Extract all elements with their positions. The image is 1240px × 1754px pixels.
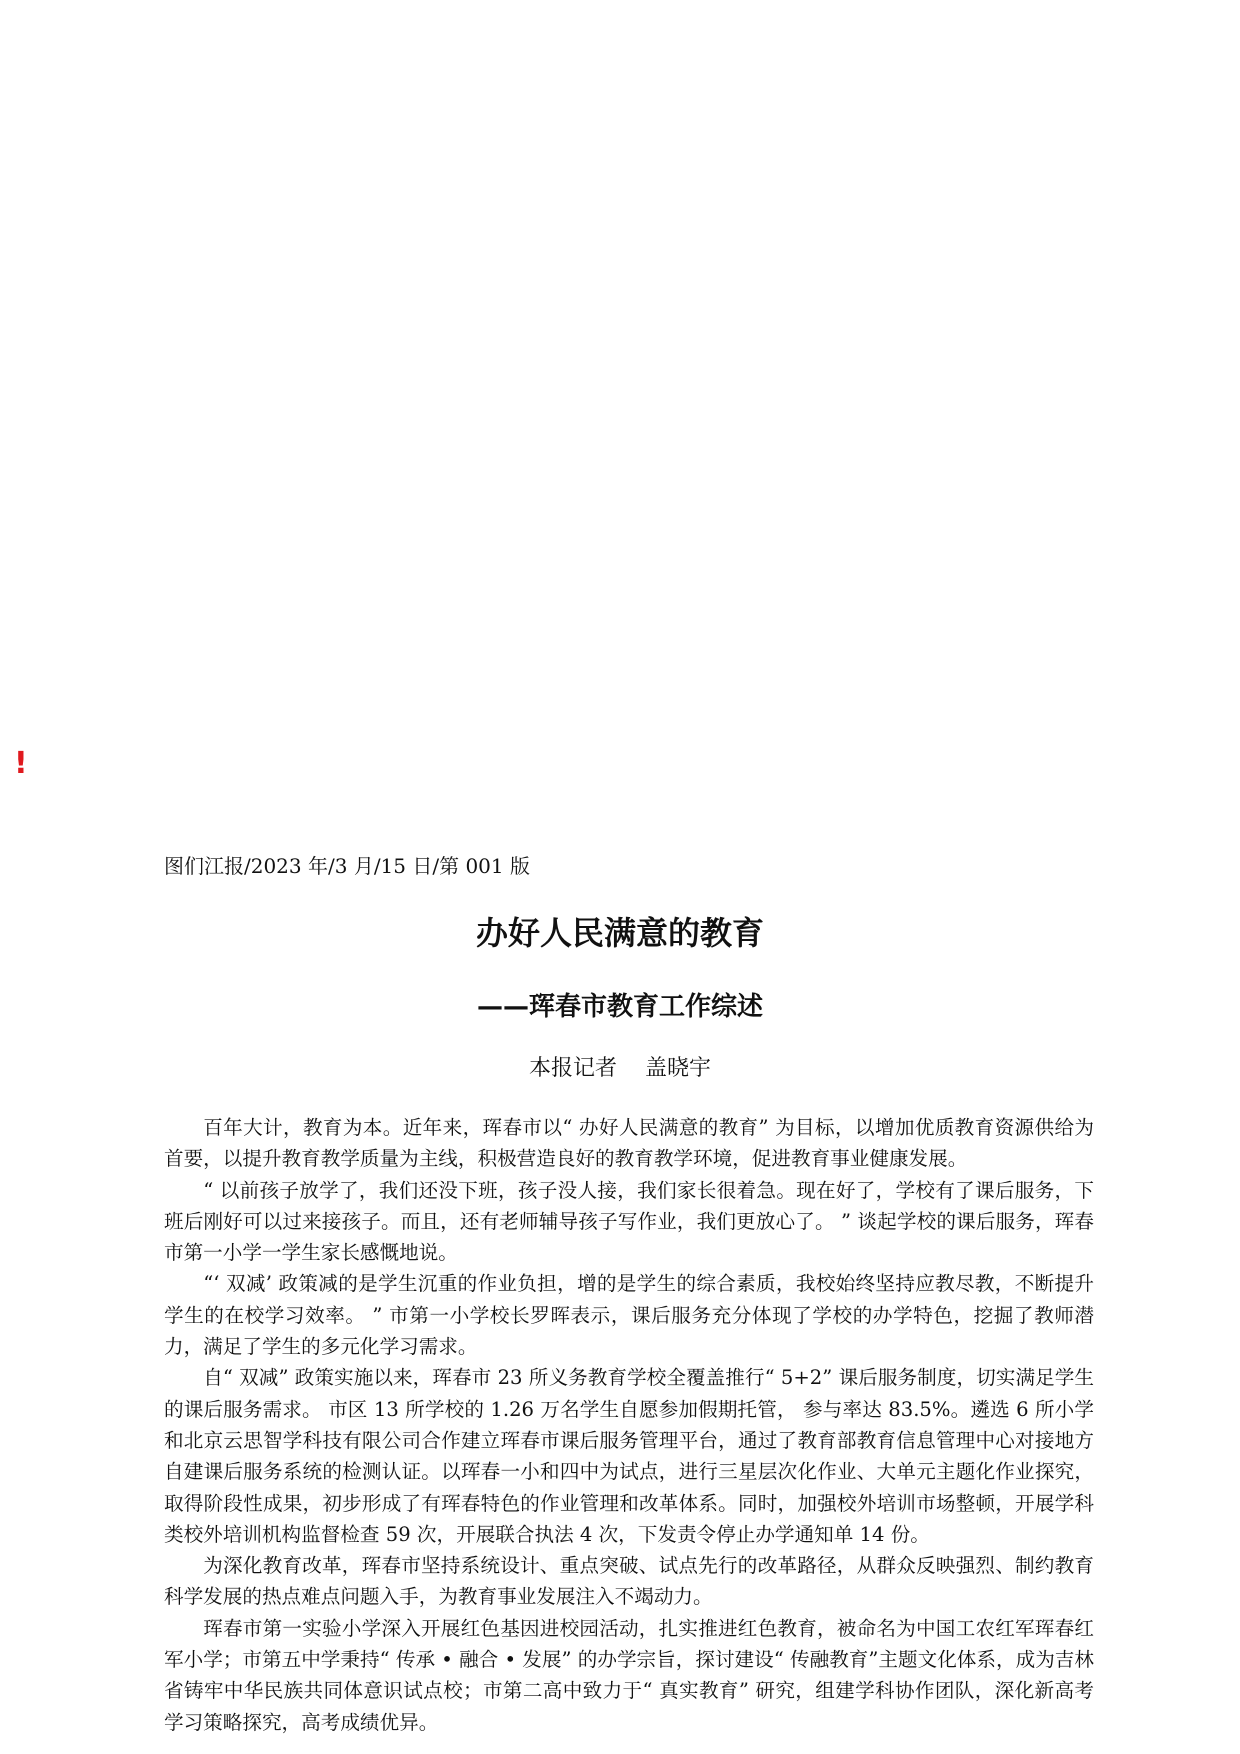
paragraph-3: “‘ 双减’ 政策减的是学生沉重的作业负担，增的是学生的综合素质，我校始终坚持应教尽教，不断提升学生的在校学习效率。 ” 市第一小学校长罗晖表示，课后服务充分体现了学校的办学特色，挖掘了教师潜力，满足了学生的多元化学习需求。 <box>164 1272 1094 1359</box>
article-body <box>164 1112 1094 1738</box>
article-subtitle: ——珲春市教育工作综述 <box>476 992 763 1022</box>
dateline: 图们江报/2023 年/3 月/15 日/第 001 版 <box>164 854 530 878</box>
paragraph-5: 为深化教育改革，珲春市坚持系统设计、重点突破、试点先行的改革路径，从群众反映强烈、制约教育科学发展的热点难点问题入手，为教育事业发展注入不竭动力。 <box>164 1554 1094 1609</box>
byline: 本报记者 盖晓宇 <box>529 1056 711 1081</box>
red-exclamation-mark: ! <box>14 746 28 781</box>
paragraph-6: 珲春市第一实验小学深入开展红色基因进校园活动，扎实推进红色教育，被命名为中国工农红军珲春红军小学；市第五中学秉持“ 传承 • 融合 • 发展” 的办学宗旨，探讨建设“ 传融教育”主题文化体系，成为吉林省铸牢中华民族共同体意识试点校；市第二高中致力于“ 真实教育” 研究，组建学科协作团队，深化新高考学习策略探究，高考成绩优异。 <box>164 1616 1094 1734</box>
paragraph-2: “ 以前孩子放学了，我们还没下班，孩子没人接，我们家长很着急。现在好了，学校有了课后服务，下班后刚好可以过来接孩子。而且，还有老师辅导孩子写作业，我们更放心了。 ” 谈起学校的课后服务，珲春市第一小学一学生家长感慨地说。 <box>164 1178 1094 1265</box>
article-title: 办好人民满意的教育 <box>475 914 764 952</box>
paragraph-1: 百年大计，教育为本。近年来，珲春市以“ 办好人民满意的教育” 为目标，以增加优质教育资源供给为首要，以提升教育教学质量为主线，积极营造良好的教育教学环境，促进教育事业健康发展。 <box>164 1116 1094 1171</box>
paragraph-4: 自“ 双减” 政策实施以来，珲春市 23 所义务教育学校全覆盖推行“ 5+2” 课后服务制度，切实满足学生的课后服务需求。 市区 13 所学校的 1.26 万名学生自愿参加假期托管， 参与率达 83.5%。遴选 6 所小学和北京云思智学科技有限公司合作建立珲春市课后服务管理平台，通过了教育部教育信息管理中心对接地方自建课后服务系统的检测认证。以珲春一小和四中为试点，进行三星层次化作业、大单元主题化作业探究，取得阶段性成果，初步形成了有珲春特色的作业管理和改革体系。同时，加强校外培训市场整顿，开展学科类校外培训机构监督检查 59 次，开展联合执法 4 次，下发责令停止办学通知单 14 份。 <box>164 1366 1094 1546</box>
